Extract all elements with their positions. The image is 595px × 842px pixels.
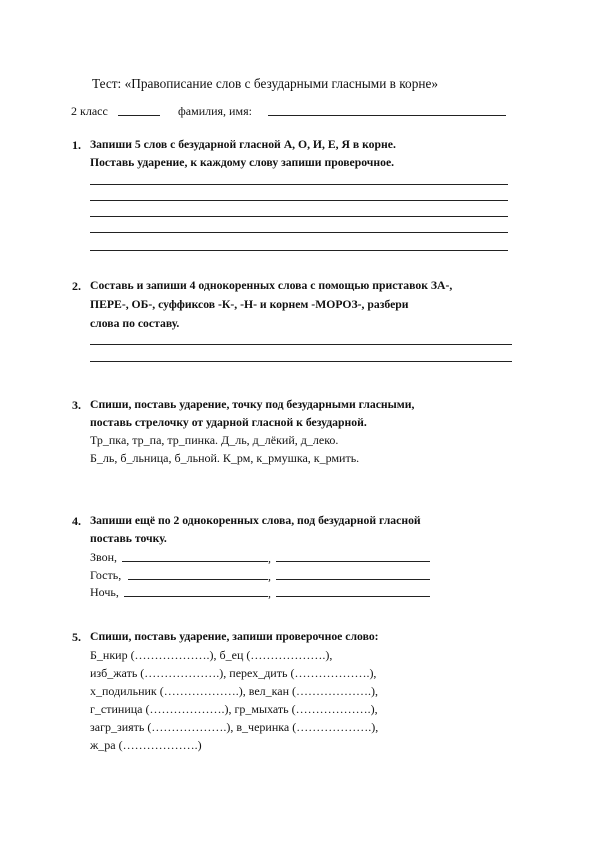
answer-line[interactable] <box>90 184 508 185</box>
task4-word: Ночь, <box>90 585 119 599</box>
task4-word: Гость, <box>90 568 122 582</box>
task2-instruction-line2: ПЕРЕ-, ОБ-, суффиксов -К-, -Н- и корнем -МОРОЗ-, разбери <box>90 298 409 311</box>
task4-answer-field[interactable] <box>276 584 430 597</box>
task4-answer-field[interactable] <box>276 549 430 562</box>
task4-answer-field[interactable] <box>276 567 430 580</box>
task5-words-row: ж_ра (……………….) <box>90 738 202 752</box>
task4-answer-field[interactable] <box>124 584 268 597</box>
name-label: фамилия, имя: <box>178 104 252 118</box>
task3-words-row2: Б_ль, б_льница, б_льной. К_рм, к_рмушка, к_рмить. <box>90 451 360 465</box>
task1-instruction-line2: Поставь ударение, к каждому слову запиши проверочное. <box>90 156 395 169</box>
class-label: 2 класс <box>71 104 108 118</box>
task3-number: 3. <box>72 398 81 412</box>
page-title: Тест: «Правописание слов с безударными гласными в корне» <box>92 76 439 91</box>
task4-instruction-line2: поставь точку. <box>90 532 167 545</box>
task1-instruction-line1: Запиши 5 слов с безударной гласной А, О, И, Е, Я в корне. <box>90 138 396 151</box>
comma-separator: , <box>268 586 271 600</box>
task2-number: 2. <box>72 279 81 293</box>
answer-line[interactable] <box>90 250 508 251</box>
task5-words-row: изб_жать (……………….), перех_дить (……………….), <box>90 666 377 680</box>
comma-separator: , <box>268 569 271 583</box>
task2-instruction-line1: Составь и запиши 4 однокоренных слова с помощью приставок ЗА-, <box>90 279 453 292</box>
task4-word: Звон, <box>90 550 118 564</box>
task5-words-row: г_стиница (……………….), гр_мыхать (……………….), <box>90 702 378 716</box>
task5-words-row: загр_зиять (……………….), в_черинка (……………….), <box>90 720 379 734</box>
task1-number: 1. <box>72 138 81 152</box>
task3-instruction-line1: Спиши, поставь ударение, точку под безударными гласными, <box>90 398 415 411</box>
task5-words-row: х_подильник (……………….), вел_кан (……………….), <box>90 684 379 698</box>
task4-instruction-line1: Запиши ещё по 2 однокоренных слова, под безударной гласной <box>90 514 421 527</box>
answer-line[interactable] <box>90 216 508 217</box>
answer-line[interactable] <box>90 361 512 362</box>
task5-words-row: Б_нкир (……………….), б_ец (……………….), <box>90 648 333 662</box>
answer-line[interactable] <box>90 232 508 233</box>
task4-number: 4. <box>72 514 81 528</box>
task4-answer-field[interactable] <box>122 549 268 562</box>
task5-number: 5. <box>72 630 81 644</box>
answer-line[interactable] <box>90 344 512 345</box>
name-field[interactable] <box>268 103 506 116</box>
task5-instruction-line1: Спиши, поставь ударение, запиши проверочное слово: <box>90 630 379 643</box>
comma-separator: , <box>268 551 271 565</box>
task4-answer-field[interactable] <box>128 567 268 580</box>
task2-instruction-line3: слова по составу. <box>90 317 180 330</box>
answer-line[interactable] <box>90 200 508 201</box>
class-field[interactable] <box>118 103 160 116</box>
task3-words-row1: Тр_пка, тр_па, тр_пинка. Д_ль, д_лёкий, д_леко. <box>90 433 339 447</box>
task3-instruction-line2: поставь стрелочку от ударной гласной к безударной. <box>90 416 367 429</box>
